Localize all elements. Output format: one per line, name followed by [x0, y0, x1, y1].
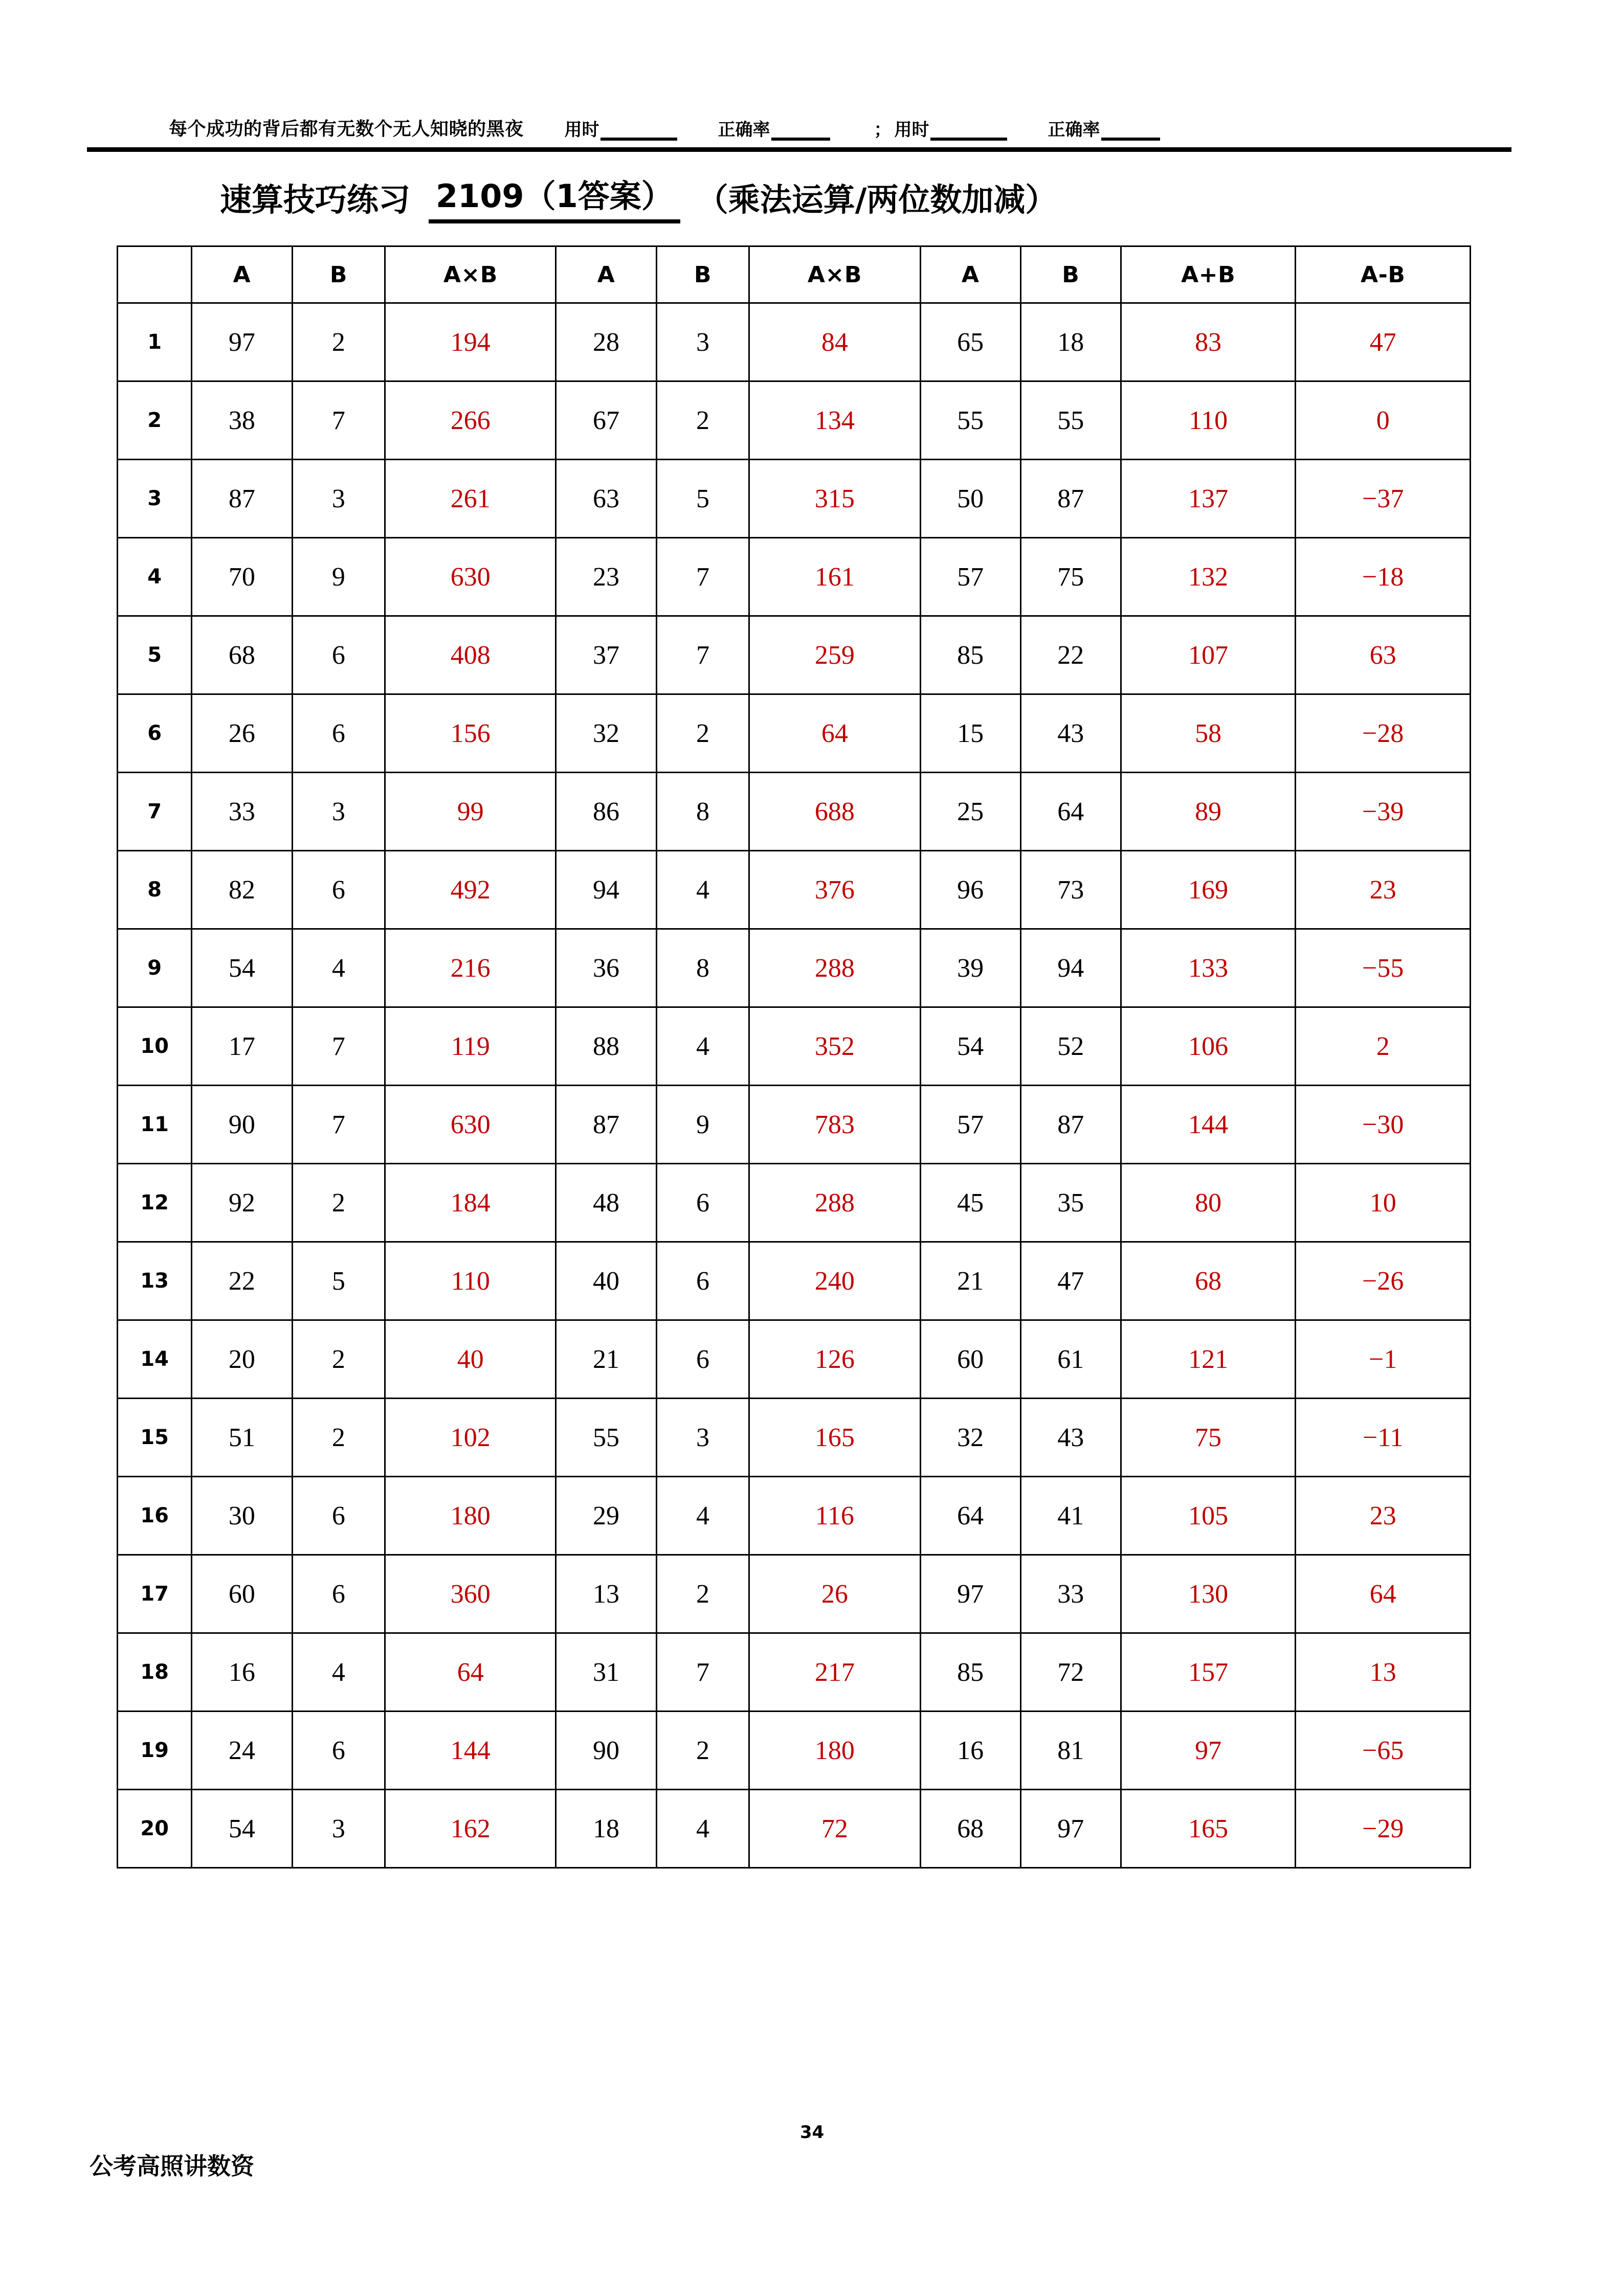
operand-cell: 45	[920, 1164, 1020, 1242]
answer-cell: 180	[385, 1477, 556, 1555]
answer-cell: 688	[749, 773, 920, 851]
operand-cell: 70	[192, 538, 292, 616]
operand-cell: 2	[292, 303, 385, 381]
operand-cell: 92	[192, 1164, 292, 1242]
operand-cell: 36	[556, 929, 656, 1007]
answer-cell: 156	[385, 694, 556, 773]
answer-cell: 194	[385, 303, 556, 381]
answer-cell: 315	[749, 460, 920, 538]
answer-cell: 130	[1121, 1555, 1296, 1633]
operand-cell: 28	[556, 303, 656, 381]
answer-cell: 165	[749, 1399, 920, 1477]
operand-cell: 4	[656, 851, 749, 929]
operand-cell: 55	[920, 381, 1020, 460]
answer-cell: 162	[385, 1790, 556, 1868]
answer-cell: 102	[385, 1399, 556, 1477]
operand-cell: 6	[292, 616, 385, 694]
operand-cell: 97	[192, 303, 292, 381]
row-index: 9	[118, 929, 192, 1007]
row-index: 12	[118, 1164, 192, 1242]
answer-cell: 72	[749, 1790, 920, 1868]
table-row	[118, 1712, 1471, 1790]
operand-cell: 54	[192, 929, 292, 1007]
operand-cell: 96	[920, 851, 1020, 929]
operand-cell: 6	[292, 851, 385, 929]
practice-table	[117, 245, 1471, 1869]
operand-cell: 3	[292, 460, 385, 538]
operand-cell: 67	[556, 381, 656, 460]
answer-cell: 126	[749, 1320, 920, 1399]
answer-cell: 161	[749, 538, 920, 616]
answer-cell: 26	[749, 1555, 920, 1633]
operand-cell: 64	[1020, 773, 1121, 851]
answer-cell: 107	[1121, 616, 1296, 694]
answer-cell: 119	[385, 1007, 556, 1086]
table-row	[118, 538, 1471, 616]
answer-cell: 288	[749, 929, 920, 1007]
answer-cell: 64	[1296, 1555, 1471, 1633]
operand-cell: 7	[656, 616, 749, 694]
header-separator-group	[871, 116, 1007, 141]
table-row	[118, 381, 1471, 460]
row-index: 1	[118, 303, 192, 381]
operand-cell: 73	[1020, 851, 1121, 929]
practice-table-body	[118, 303, 1471, 1868]
operand-cell: 72	[1020, 1633, 1121, 1712]
operand-cell: 85	[920, 1633, 1020, 1712]
operand-cell: 57	[920, 538, 1020, 616]
column-header-product2: A×B	[749, 246, 920, 303]
operand-cell: 9	[656, 1086, 749, 1164]
operand-cell: 41	[1020, 1477, 1121, 1555]
operand-cell: 35	[1020, 1164, 1121, 1242]
operand-cell: 60	[192, 1555, 292, 1633]
table-row	[118, 1086, 1471, 1164]
column-header-difference: A-B	[1296, 246, 1471, 303]
row-index: 16	[118, 1477, 192, 1555]
watermark-text: 公考高照讲数资	[90, 2152, 254, 2180]
operand-cell: 6	[656, 1242, 749, 1320]
answer-cell: 13	[1296, 1633, 1471, 1712]
operand-cell: 8	[656, 929, 749, 1007]
answer-cell: 75	[1121, 1399, 1296, 1477]
operand-cell: 5	[656, 460, 749, 538]
row-index: 10	[118, 1007, 192, 1086]
table-row	[118, 460, 1471, 538]
table-row	[118, 616, 1471, 694]
operand-cell: 24	[192, 1712, 292, 1790]
motto-text: 每个成功的背后都有无数个无人知晓的黑夜	[169, 119, 524, 140]
operand-cell: 22	[192, 1242, 292, 1320]
answer-cell: 97	[1121, 1712, 1296, 1790]
operand-cell: 54	[920, 1007, 1020, 1086]
answer-cell: 63	[1296, 616, 1471, 694]
answer-cell: 116	[749, 1477, 920, 1555]
operand-cell: 90	[192, 1086, 292, 1164]
answer-cell: 64	[385, 1633, 556, 1712]
answer-cell: 68	[1121, 1242, 1296, 1320]
answer-cell: 106	[1121, 1007, 1296, 1086]
operand-cell: 55	[556, 1399, 656, 1477]
answer-cell: 165	[1121, 1790, 1296, 1868]
column-header-b3: B	[1020, 246, 1121, 303]
answer-cell: 0	[1296, 381, 1471, 460]
operand-cell: 57	[920, 1086, 1020, 1164]
table-row	[118, 1320, 1471, 1399]
table-row	[118, 851, 1471, 929]
column-header-a2: A	[556, 246, 656, 303]
answer-cell: 259	[749, 616, 920, 694]
row-index: 18	[118, 1633, 192, 1712]
operand-cell: 61	[1020, 1320, 1121, 1399]
row-index: 17	[118, 1555, 192, 1633]
operand-cell: 2	[656, 1555, 749, 1633]
operand-cell: 4	[656, 1007, 749, 1086]
operand-cell: 9	[292, 538, 385, 616]
operand-cell: 68	[920, 1790, 1020, 1868]
operand-cell: 22	[1020, 616, 1121, 694]
answer-cell: −65	[1296, 1712, 1471, 1790]
time-blank-1[interactable]	[600, 124, 677, 141]
operand-cell: 64	[920, 1477, 1020, 1555]
operand-cell: 81	[1020, 1712, 1121, 1790]
table-row	[118, 1007, 1471, 1086]
operand-cell: 6	[656, 1164, 749, 1242]
operand-cell: 87	[192, 460, 292, 538]
column-header-product1: A×B	[385, 246, 556, 303]
accuracy-blank-2[interactable]	[1101, 124, 1160, 141]
row-index: 5	[118, 616, 192, 694]
answer-cell: −26	[1296, 1242, 1471, 1320]
operand-cell: 94	[1020, 929, 1121, 1007]
operand-cell: 75	[1020, 538, 1121, 616]
answer-cell: −30	[1296, 1086, 1471, 1164]
operand-cell: 4	[656, 1477, 749, 1555]
answer-cell: 217	[749, 1633, 920, 1712]
table-row	[118, 1164, 1471, 1242]
answer-cell: 157	[1121, 1633, 1296, 1712]
operand-cell: 37	[556, 616, 656, 694]
answer-cell: 121	[1121, 1320, 1296, 1399]
accuracy-label-1: 正确率	[718, 120, 770, 140]
answer-cell: 180	[749, 1712, 920, 1790]
operand-cell: 4	[292, 929, 385, 1007]
answer-cell: 23	[1296, 851, 1471, 929]
answer-cell: 2	[1296, 1007, 1471, 1086]
operand-cell: 18	[556, 1790, 656, 1868]
operand-cell: 88	[556, 1007, 656, 1086]
accuracy-field-2	[1048, 116, 1160, 141]
column-header-index	[118, 246, 192, 303]
answer-cell: 134	[749, 381, 920, 460]
operand-cell: 55	[1020, 381, 1121, 460]
operand-cell: 8	[656, 773, 749, 851]
operand-cell: 38	[192, 381, 292, 460]
title-lead-text: 速算技巧练习	[220, 181, 411, 218]
table-row	[118, 1242, 1471, 1320]
operand-cell: 16	[920, 1712, 1020, 1790]
table-header-row	[118, 246, 1471, 303]
row-index: 11	[118, 1086, 192, 1164]
time-label-1: 用时	[564, 120, 599, 140]
answer-cell: 184	[385, 1164, 556, 1242]
answer-cell: 261	[385, 460, 556, 538]
operand-cell: 2	[292, 1320, 385, 1399]
operand-cell: 51	[192, 1399, 292, 1477]
answer-cell: −37	[1296, 460, 1471, 538]
answer-cell: 137	[1121, 460, 1296, 538]
operand-cell: 2	[656, 381, 749, 460]
operand-cell: 6	[292, 1712, 385, 1790]
operand-cell: 47	[1020, 1242, 1121, 1320]
answer-cell: 40	[385, 1320, 556, 1399]
operand-cell: 16	[192, 1633, 292, 1712]
answer-cell: −29	[1296, 1790, 1471, 1868]
operand-cell: 25	[920, 773, 1020, 851]
operand-cell: 43	[1020, 1399, 1121, 1477]
row-index: 3	[118, 460, 192, 538]
answer-cell: 169	[1121, 851, 1296, 929]
answer-cell: 492	[385, 851, 556, 929]
answer-cell: 110	[1121, 381, 1296, 460]
table-row	[118, 1633, 1471, 1712]
answer-cell: 10	[1296, 1164, 1471, 1242]
page-number: 34	[799, 2122, 825, 2143]
operand-cell: 20	[192, 1320, 292, 1399]
operand-cell: 50	[920, 460, 1020, 538]
operand-cell: 87	[1020, 460, 1121, 538]
operand-cell: 23	[556, 538, 656, 616]
operand-cell: 63	[556, 460, 656, 538]
table-row	[118, 929, 1471, 1007]
row-index: 13	[118, 1242, 192, 1320]
operand-cell: 7	[656, 538, 749, 616]
answer-cell: 360	[385, 1555, 556, 1633]
operand-cell: 2	[292, 1164, 385, 1242]
operand-cell: 54	[192, 1790, 292, 1868]
operand-cell: 15	[920, 694, 1020, 773]
operand-cell: 86	[556, 773, 656, 851]
answer-cell: 216	[385, 929, 556, 1007]
operand-cell: 26	[192, 694, 292, 773]
operand-cell: 5	[292, 1242, 385, 1320]
answer-cell: 110	[385, 1242, 556, 1320]
row-index: 14	[118, 1320, 192, 1399]
operand-cell: 6	[292, 1555, 385, 1633]
operand-cell: 6	[292, 1477, 385, 1555]
answer-cell: 133	[1121, 929, 1296, 1007]
operand-cell: 48	[556, 1164, 656, 1242]
answer-cell: 64	[749, 694, 920, 773]
answer-cell: −55	[1296, 929, 1471, 1007]
answer-cell: 266	[385, 381, 556, 460]
answer-cell: 58	[1121, 694, 1296, 773]
operand-cell: 21	[920, 1242, 1020, 1320]
table-row	[118, 1477, 1471, 1555]
answer-cell: 352	[749, 1007, 920, 1086]
operand-cell: 7	[292, 381, 385, 460]
operand-cell: 21	[556, 1320, 656, 1399]
operand-cell: 40	[556, 1242, 656, 1320]
answer-cell: −18	[1296, 538, 1471, 616]
time-label-2: 用时	[894, 120, 929, 140]
operand-cell: 7	[656, 1633, 749, 1712]
accuracy-label-2: 正确率	[1048, 120, 1100, 140]
answer-cell: 783	[749, 1086, 920, 1164]
operand-cell: 17	[192, 1007, 292, 1086]
answer-cell: 376	[749, 851, 920, 929]
table-row	[118, 1790, 1471, 1868]
operand-cell: 94	[556, 851, 656, 929]
operand-cell: 43	[1020, 694, 1121, 773]
table-row	[118, 303, 1471, 381]
title-topic-text: （乘法运算/两位数加减）	[696, 181, 1057, 218]
row-index: 20	[118, 1790, 192, 1868]
row-index: 15	[118, 1399, 192, 1477]
operand-cell: 90	[556, 1712, 656, 1790]
operand-cell: 82	[192, 851, 292, 929]
answer-cell: 23	[1296, 1477, 1471, 1555]
answer-cell: 132	[1121, 538, 1296, 616]
answer-cell: −39	[1296, 773, 1471, 851]
row-index: 6	[118, 694, 192, 773]
operand-cell: 33	[1020, 1555, 1121, 1633]
row-index: 8	[118, 851, 192, 929]
answer-cell: 630	[385, 1086, 556, 1164]
answer-cell: 288	[749, 1164, 920, 1242]
column-header-b2: B	[656, 246, 749, 303]
page-title	[87, 169, 1511, 225]
operand-cell: 87	[556, 1086, 656, 1164]
row-index: 7	[118, 773, 192, 851]
operand-cell: 65	[920, 303, 1020, 381]
answer-cell: 408	[385, 616, 556, 694]
row-index: 19	[118, 1712, 192, 1790]
operand-cell: 6	[292, 694, 385, 773]
accuracy-blank-1[interactable]	[771, 124, 830, 141]
operand-cell: 4	[292, 1633, 385, 1712]
title-worksheet-code: 2109（1答案）	[429, 171, 680, 223]
answer-cell: 630	[385, 538, 556, 616]
operand-cell: 85	[920, 616, 1020, 694]
row-index: 2	[118, 381, 192, 460]
column-header-a1: A	[192, 246, 292, 303]
answer-cell: −1	[1296, 1320, 1471, 1399]
column-header-a3: A	[920, 246, 1020, 303]
operand-cell: 3	[656, 303, 749, 381]
answer-cell: 47	[1296, 303, 1471, 381]
answer-cell: 144	[1121, 1086, 1296, 1164]
table-row	[118, 1555, 1471, 1633]
answer-cell: 84	[749, 303, 920, 381]
answer-cell: 240	[749, 1242, 920, 1320]
operand-cell: 2	[656, 1712, 749, 1790]
operand-cell: 87	[1020, 1086, 1121, 1164]
operand-cell: 3	[292, 773, 385, 851]
accuracy-field-1	[718, 116, 830, 141]
operand-cell: 33	[192, 773, 292, 851]
answer-cell: 144	[385, 1712, 556, 1790]
operand-cell: 39	[920, 929, 1020, 1007]
answer-cell: 105	[1121, 1477, 1296, 1555]
operand-cell: 31	[556, 1633, 656, 1712]
operand-cell: 68	[192, 616, 292, 694]
operand-cell: 32	[920, 1399, 1020, 1477]
operand-cell: 52	[1020, 1007, 1121, 1086]
operand-cell: 32	[556, 694, 656, 773]
answer-cell: 89	[1121, 773, 1296, 851]
operand-cell: 29	[556, 1477, 656, 1555]
answer-cell: 83	[1121, 303, 1296, 381]
page-running-header	[87, 105, 1511, 141]
answer-cell: −28	[1296, 694, 1471, 773]
table-row	[118, 694, 1471, 773]
time-field-1	[565, 116, 677, 141]
answer-cell: 99	[385, 773, 556, 851]
operand-cell: 13	[556, 1555, 656, 1633]
operand-cell: 2	[656, 694, 749, 773]
table-row	[118, 1399, 1471, 1477]
operand-cell: 18	[1020, 303, 1121, 381]
row-index: 4	[118, 538, 192, 616]
operand-cell: 97	[920, 1555, 1020, 1633]
operand-cell: 4	[656, 1790, 749, 1868]
operand-cell: 30	[192, 1477, 292, 1555]
answer-cell: −11	[1296, 1399, 1471, 1477]
column-header-b1: B	[292, 246, 385, 303]
operand-cell: 60	[920, 1320, 1020, 1399]
time-blank-2[interactable]	[930, 124, 1007, 141]
operand-cell: 7	[292, 1086, 385, 1164]
header-divider-rule	[87, 147, 1511, 152]
operand-cell: 6	[656, 1320, 749, 1399]
header-separator: ；	[874, 120, 892, 140]
column-header-sum: A+B	[1121, 246, 1296, 303]
operand-cell: 2	[292, 1399, 385, 1477]
operand-cell: 7	[292, 1007, 385, 1086]
operand-cell: 3	[292, 1790, 385, 1868]
operand-cell: 97	[1020, 1790, 1121, 1868]
table-row	[118, 773, 1471, 851]
answer-cell: 80	[1121, 1164, 1296, 1242]
operand-cell: 3	[656, 1399, 749, 1477]
